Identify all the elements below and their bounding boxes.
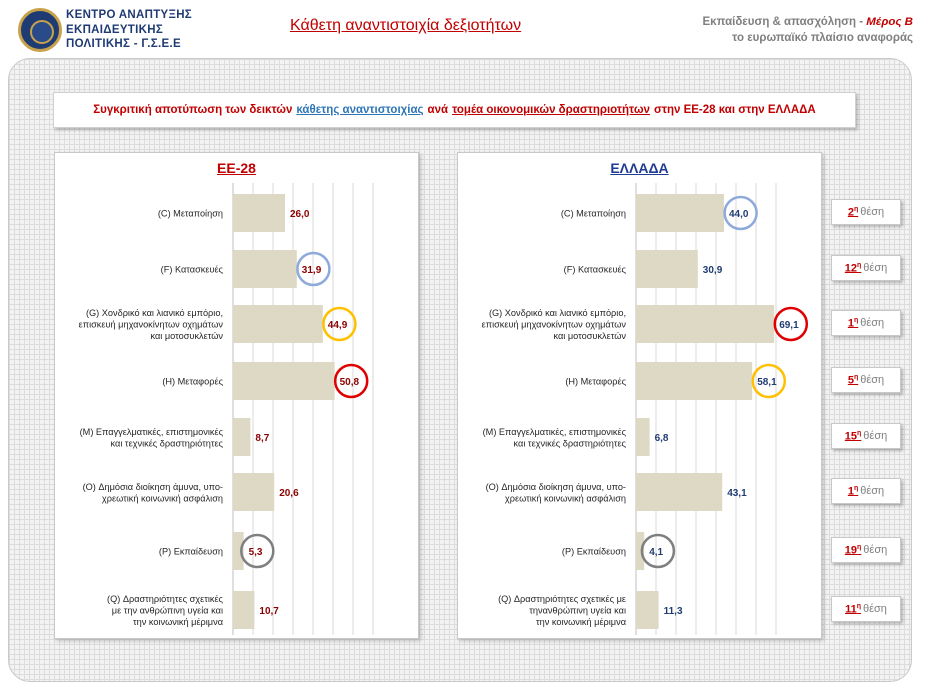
eu28-bar: [233, 418, 250, 456]
section-subtitle: το ευρωπαϊκό πλαίσιο αναφοράς: [732, 32, 913, 44]
rank-superscript: η: [853, 373, 859, 381]
eu28-category-label: (Q) Δραστηριότητες σχετικές: [107, 594, 223, 604]
eu28-category-label: (O) Δημόσια διοίκηση άμυνα, υπο-: [82, 481, 223, 492]
eu28-bar: [233, 591, 254, 629]
eu28-category-label: με την ανθρώπινη υγεία και: [111, 605, 223, 616]
greece-category-label: επισκευή μηχανοκίνητων οχημάτων: [481, 319, 626, 330]
greece-category-label: (P) Εκπαίδευση: [561, 546, 626, 557]
rank-word: θέση: [860, 485, 885, 497]
greece-category-label: (F) Κατασκευές: [563, 264, 626, 275]
greece-category-label: και τεχνικές δραστηριότητες: [513, 438, 626, 449]
eu28-value-label: 8,7: [255, 433, 270, 444]
greece-category-label: (M) Επαγγελματικές, επιστημονικές: [482, 426, 626, 437]
greece-category-label: και μοτοσυκλετών: [553, 331, 626, 341]
rank-superscript: η: [856, 602, 861, 610]
eu28-value-label: 20,6: [279, 488, 299, 499]
chart-title-greece: ΕΛΛΑΔΑ: [610, 160, 669, 176]
rank-superscript: η: [853, 484, 859, 492]
greece-value-label: 4,1: [649, 547, 664, 558]
eu28-category-label: και μοτοσυκλετών: [150, 331, 223, 341]
eu28-value-label: 26,0: [290, 209, 310, 220]
eu28-category-label: (P) Εκπαίδευση: [158, 546, 223, 557]
eu28-category-label: την κοινωνική μέριμνα: [132, 617, 223, 627]
greece-value-label: 44,0: [729, 209, 749, 220]
eu28-category-label: χρεωτική κοινωνική ασφάλιση: [101, 493, 223, 504]
greece-category-label: τηνανθρώπινη υγεία και: [529, 605, 626, 616]
chart-eu28: [54, 152, 419, 639]
greece-bar: [636, 194, 724, 232]
greece-category-label: χρεωτική κοινωνική ασφάλιση: [504, 493, 626, 504]
eu28-value-label: 5,3: [248, 547, 263, 558]
rank-badge: [831, 199, 901, 225]
rank-badge: [831, 310, 901, 336]
rank-badge: [831, 367, 901, 393]
chart-title-eu28: ΕΕ-28: [217, 160, 256, 176]
logo-emblem-icon: [18, 8, 62, 52]
rank-number: $15^\eta$: [844, 429, 862, 443]
eu28-category-label: επισκευή μηχανοκίνητων οχημάτων: [78, 319, 223, 330]
rank-number: $5^\eta$: [847, 373, 859, 387]
rank-superscript: η: [853, 316, 859, 324]
rank-superscript: η: [853, 205, 859, 213]
rank-word: θέση: [860, 374, 885, 386]
rank-badge: [831, 423, 901, 449]
banner-part-2: κάθετης αναντιστοιχίας: [296, 104, 424, 116]
eu28-bar: [233, 362, 335, 400]
section-prefix: Εκπαίδευση & απασχόληση -: [702, 16, 867, 28]
eu28-bar: [233, 194, 285, 232]
page-title: Κάθετη αναντιστοιχία δεξιοτήτων: [290, 17, 522, 34]
eu28-category-label: και τεχνικές δραστηριότητες: [110, 438, 223, 449]
eu28-category-label: (H) Μεταφορές: [162, 376, 223, 387]
eu28-bar: [233, 250, 297, 288]
greece-bar: [636, 362, 752, 400]
greece-value-label: 58,1: [757, 377, 777, 388]
rank-number: $1^\eta$: [847, 316, 859, 330]
section-info: [703, 14, 914, 46]
rank-word: θέση: [863, 262, 888, 274]
rank-word: θέση: [862, 603, 887, 615]
eu28-category-label: (M) Επαγγελματικές, επιστημονικές: [79, 426, 223, 437]
eu28-value-label: 31,9: [301, 265, 322, 276]
chart-banner: [53, 92, 856, 128]
logo-line-3: ΠΟΛΙΤΙΚΗΣ - Γ.Σ.Ε.Ε: [66, 38, 181, 50]
banner-part-4: τομέα οικονομικών δραστηριοτήτων: [452, 104, 650, 116]
rank-superscript: η: [857, 261, 862, 269]
greece-category-label: (O) Δημόσια διοίκηση άμυνα, υπο-: [485, 481, 626, 492]
rank-number: $1^\eta$: [847, 484, 859, 498]
greece-category-label: (H) Μεταφορές: [565, 376, 626, 387]
greece-bar: [636, 305, 774, 343]
greece-category-label: την κοινωνική μέριμνα: [535, 617, 626, 627]
rank-word: θέση: [860, 317, 885, 329]
rank-badge: [831, 596, 901, 622]
eu28-value-label: 50,8: [339, 377, 360, 388]
section-part: Μέρος Β: [866, 16, 913, 28]
greece-category-label: (G) Χονδρικό και λιανικό εμπόριο,: [488, 308, 626, 318]
chart-eu28-svg: [55, 153, 420, 640]
rank-badge: [831, 478, 901, 504]
rank-superscript: η: [857, 543, 862, 551]
greece-value-label: 6,8: [654, 433, 669, 444]
logo: [18, 6, 193, 54]
rank-word: θέση: [860, 206, 885, 218]
rank-number: $2^\eta$: [847, 205, 859, 219]
greece-bar: [636, 473, 722, 511]
rank-badge: [831, 537, 901, 563]
greece-value-label: 69,1: [779, 320, 799, 331]
banner-part-3: ανά: [427, 104, 449, 116]
greece-bar: [636, 591, 659, 629]
chart-greece-svg: [458, 153, 823, 640]
logo-line-2: ΕΚΠΑΙΔΕΥΤΙΚΗΣ: [66, 23, 164, 36]
rank-word: θέση: [863, 430, 888, 442]
rank-word: θέση: [863, 544, 888, 556]
greece-category-label: (C) Μεταποίηση: [560, 208, 626, 219]
eu28-category-label: (C) Μεταποίηση: [157, 208, 223, 219]
greece-bar: [636, 250, 698, 288]
chart-greece: [457, 152, 822, 639]
rank-number: $19^\eta$: [844, 543, 862, 557]
logo-line-1: ΚΕΝΤΡΟ ΑΝΑΠΤΥΞΗΣ: [66, 9, 193, 21]
greece-category-label: (Q) Δραστηριότητες σχετικές με: [498, 594, 626, 604]
banner-part-5: στην ΕΕ-28 και στην ΕΛΛΑΔΑ: [653, 104, 816, 116]
greece-value-label: 43,1: [727, 488, 747, 499]
eu28-bar: [233, 305, 323, 343]
greece-bar: [636, 418, 650, 456]
rank-number: $12^\eta$: [844, 261, 862, 275]
eu28-category-label: (G) Χονδρικό και λιανικό εμπόριο,: [85, 308, 223, 318]
rank-badge: [831, 255, 901, 281]
logo-text: [66, 8, 192, 52]
eu28-bar: [233, 473, 274, 511]
eu28-value-label: 44,9: [327, 320, 348, 331]
header: [0, 0, 929, 58]
rank-number: $11^\eta$: [845, 602, 861, 616]
eu28-value-label: 10,7: [259, 606, 279, 617]
banner-part-1: Συγκριτική αποτύπωση των δεικτών: [93, 104, 293, 116]
rank-superscript: η: [857, 429, 862, 437]
greece-value-label: 11,3: [663, 606, 683, 617]
greece-value-label: 30,9: [702, 265, 723, 276]
eu28-category-label: (F) Κατασκευές: [160, 264, 223, 275]
